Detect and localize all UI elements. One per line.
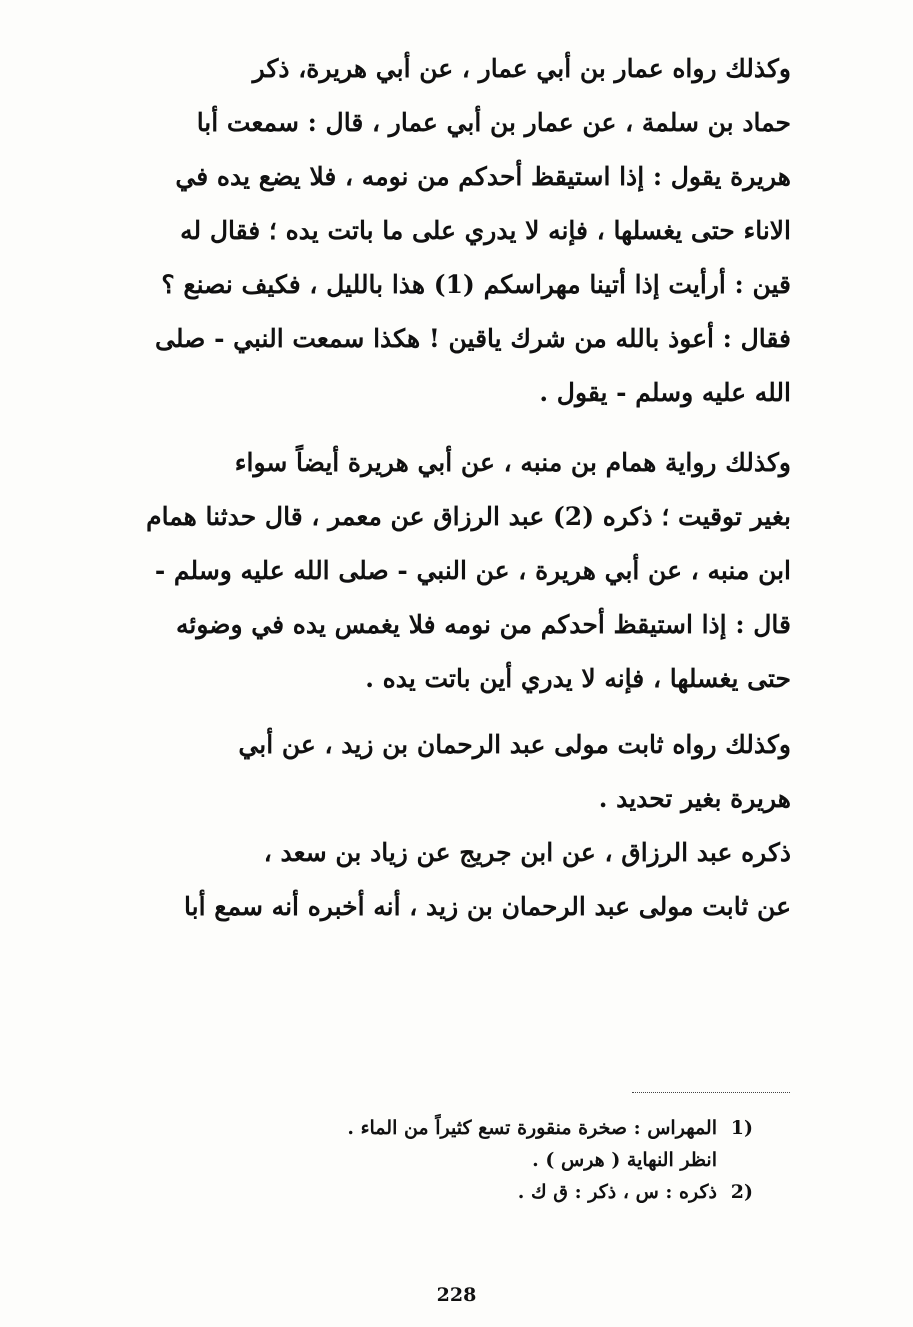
footnote-text: ذكره : س ، ذكر : ق ك . — [517, 1181, 717, 1203]
text-line: وكذلك رواية همام بن منبه ، عن أبي هريرة أيضاً سواء — [234, 448, 791, 477]
footnote-1-continuation — [233, 1144, 753, 1176]
text-line: فقال : أعوذ بالله من شرك ياقين ! هكذا سمعت النبي - صلى — [155, 324, 791, 353]
footnote-text: انظر النهاية ( هرس ) . — [532, 1149, 717, 1171]
text-line: بغير توقيت ؛ ذكره (2) عبد الرزاق عن معمر ، قال حدثنا همام — [146, 502, 791, 531]
text-line: حماد بن سلمة ، عن عمار بن أبي عمار ، قال : سمعت أبا — [196, 108, 791, 137]
text-line: وكذلك رواه عمار بن أبي عمار ، عن أبي هريرة، ذكر — [252, 54, 791, 83]
paragraph-2 — [131, 436, 791, 706]
text-line: عن ثابت مولى عبد الرحمان بن زيد ، أنه أخبره أنه سمع أبا — [184, 892, 791, 921]
text-line: هريرة بغير تحديد . — [598, 784, 791, 813]
footnote-number: (1 — [730, 1117, 753, 1139]
text-line: قال : إذا استيقظ أحدكم من نومه فلا يغمس يده في وضوئه — [176, 610, 791, 639]
paragraph-1 — [131, 42, 791, 420]
footnotes — [233, 1112, 753, 1208]
text-line: وكذلك رواه ثابت مولى عبد الرحمان بن زيد ، عن أبي — [238, 730, 791, 759]
text-line: ابن منبه ، عن أبي هريرة ، عن النبي - صلى الله عليه وسلم - — [154, 556, 791, 585]
paragraph-4 — [131, 826, 791, 934]
text-line: حتى يغسلها ، فإنه لا يدري أين باتت يده . — [365, 664, 791, 693]
page-number: 228 — [436, 1284, 477, 1306]
paragraph-3 — [131, 718, 791, 826]
text-line: الاناء حتى يغسلها ، فإنه لا يدري على ما باتت يده ؛ فقال له — [180, 216, 791, 245]
text-line: قين : أرأيت إذا أتينا مهراسكم (1) هذا بالليل ، فكيف نصنع ؟ — [161, 270, 791, 299]
footnote-text: المهراس : صخرة منقورة تسع كثيراً من الماء . — [347, 1117, 717, 1139]
footnote-2 — [233, 1176, 753, 1208]
text-line: الله عليه وسلم - يقول . — [539, 378, 791, 407]
text-line: هريرة يقول : إذا استيقظ أحدكم من نومه ، فلا يضع يده في — [175, 162, 791, 191]
footnote-number: (2 — [730, 1181, 753, 1203]
footnote-1 — [233, 1112, 753, 1144]
footnote-divider — [632, 1092, 790, 1093]
text-line: ذكره عبد الرزاق ، عن ابن جريج عن زياد بن سعد ، — [263, 838, 791, 867]
